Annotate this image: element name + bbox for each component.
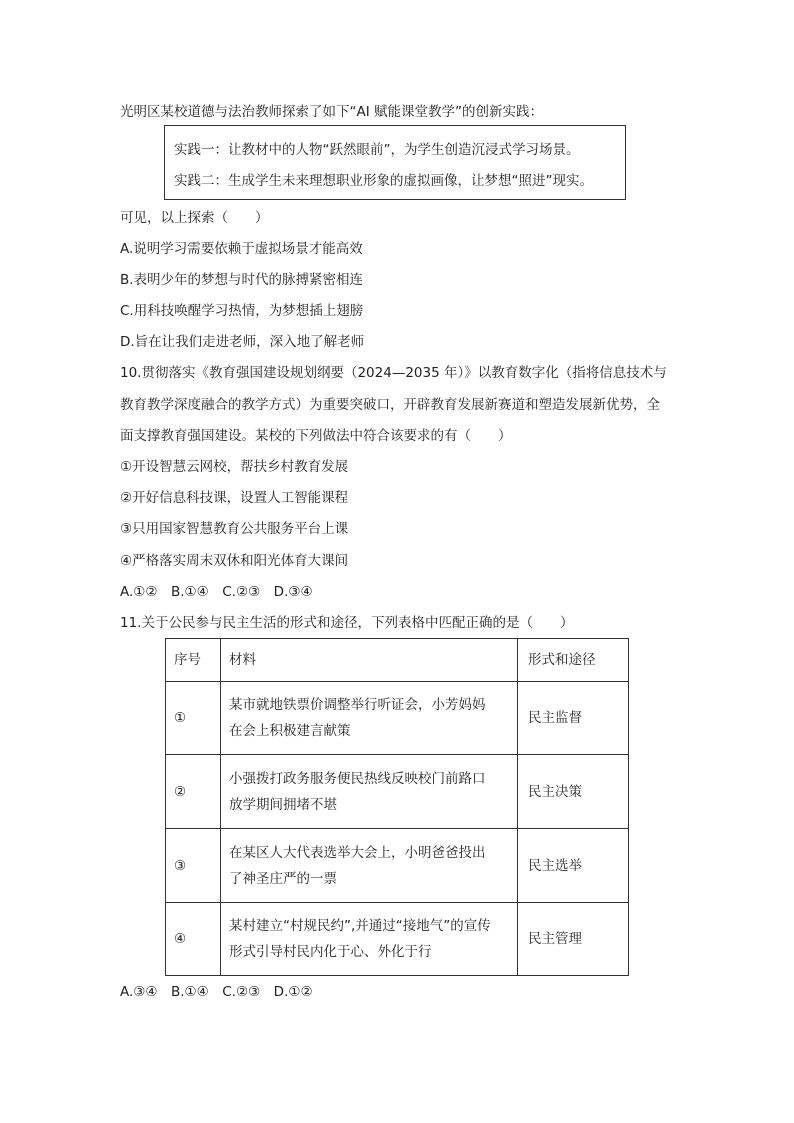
material-line: 在会上积极建言献策: [229, 723, 351, 739]
material-line: 了神圣庄严的一票: [229, 870, 337, 887]
q10-item-2: ②开好信息科技课，设置人工智能课程: [120, 490, 349, 506]
row-material: [221, 755, 518, 829]
practice-one: 实践一：让教材中的人物“跃然眼前”，为学生创造沉浸式学习场景。: [174, 142, 580, 158]
q9-intro: 光明区某校道德与法治教师探索了如下“AI 赋能课堂教学”的创新实践：: [120, 104, 543, 120]
material-line: 小强拨打政务服务便民热线反映校门前路口: [229, 770, 486, 787]
row-number: ④: [166, 903, 221, 976]
q11-answer-options: A.③④ B.①④ C.②③ D.①②: [120, 984, 313, 1000]
row-form: 民主选举: [518, 829, 629, 903]
row-form: 民主管理: [518, 903, 629, 976]
q10-item-3: ③只用国家智慧教育公共服务平台上课: [120, 521, 349, 537]
practice-two: 实践二：生成学生未来理想职业形象的虚拟画像，让梦想“照进”现实。: [174, 173, 593, 189]
row-material: [221, 903, 518, 976]
material-line: 某村建立“村规民约”,并通过“接地气”的宣传: [229, 918, 491, 934]
q9-option-b: B.表明少年的梦想与时代的脉搏紧密相连: [120, 272, 364, 288]
table-row: [166, 903, 629, 976]
table-row: [166, 829, 629, 903]
table-header-row: [166, 639, 629, 682]
practice-box: [164, 125, 626, 200]
header-number: 序号: [166, 639, 221, 682]
q10-item-1: ①开设智慧云网校，帮扶乡村教育发展: [120, 459, 349, 475]
row-number: ①: [166, 682, 221, 755]
q10-answer-options: A.①② B.①④ C.②③ D.③④: [120, 584, 313, 600]
material-line: 在某区人大代表选举大会上，小明爸爸投出: [229, 844, 486, 861]
q11-stem: 11.关于公民参与民主生活的形式和途径，下列表格中匹配正确的是（ ）: [120, 615, 574, 631]
table-row: [166, 682, 629, 755]
table-row: [166, 755, 629, 829]
row-number: ②: [166, 755, 221, 829]
q9-option-a: A.说明学习需要依赖于虚拟场景才能高效: [120, 241, 363, 257]
q10-stem-line1: 10.贯彻落实《教育强国建设规划纲要（2024—2035 年）》以教育数字化（指将信息技术与: [120, 365, 667, 381]
q9-option-d: D.旨在让我们走进老师，深入地了解老师: [120, 334, 365, 350]
material-line: 某市就地铁票价调整举行听证会，小芳妈妈: [229, 697, 486, 713]
row-number: ③: [166, 829, 221, 903]
row-form: 民主监督: [518, 682, 629, 755]
q9-stem: 可见，以上探索（ ）: [120, 210, 269, 226]
q9-option-c: C.用科技唤醒学习热情，为梦想插上翅膀: [120, 303, 364, 319]
q11-table: [165, 638, 629, 976]
row-form: 民主决策: [518, 755, 629, 829]
q10-stem-line2: 教育教学深度融合的教学方式）为重要突破口，开辟教育发展新赛道和塑造发展新优势，全: [120, 397, 660, 413]
material-line: 放学期间拥堵不堪: [229, 796, 337, 813]
header-material: 材料: [221, 639, 518, 682]
row-material: [221, 829, 518, 903]
q10-item-4: ④严格落实周末双休和阳光体育大课间: [120, 553, 349, 569]
material-line: 形式引导村民内化于心、外化于行: [229, 944, 432, 960]
header-form: 形式和途径: [518, 639, 629, 682]
row-material: [221, 682, 518, 755]
q10-stem-line3: 面支撑教育强国建设。某校的下列做法中符合该要求的有（ ）: [120, 428, 512, 444]
